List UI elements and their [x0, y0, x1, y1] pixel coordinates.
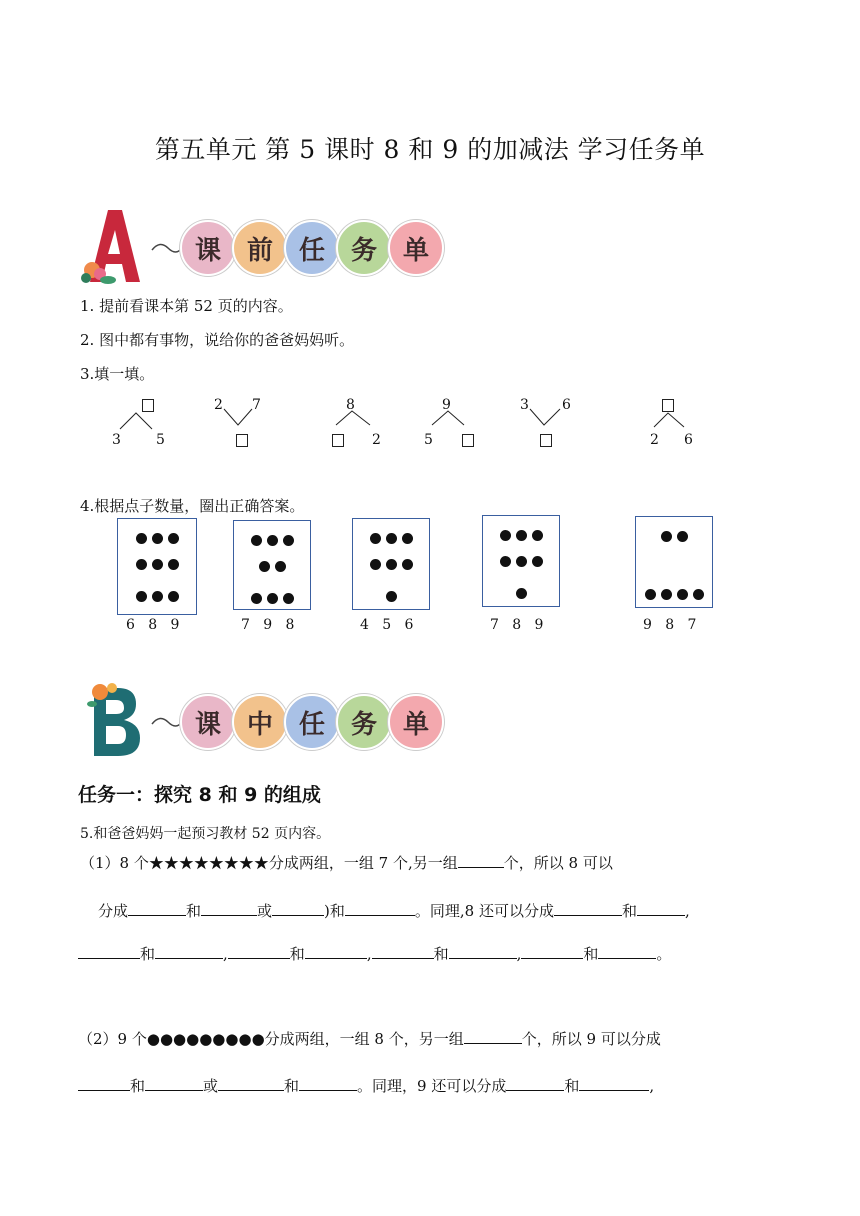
- banner-char: 前: [232, 220, 288, 276]
- dot: [500, 556, 511, 567]
- blank-field[interactable]: [78, 943, 140, 959]
- dot: [168, 591, 179, 602]
- section-a-banner: [78, 208, 444, 288]
- answer-box[interactable]: [540, 434, 552, 447]
- connector-icon: [150, 238, 184, 258]
- blank-field[interactable]: [579, 1075, 649, 1091]
- dot: [267, 593, 278, 604]
- dot: [386, 533, 397, 544]
- answer-options[interactable]: 6 8 9: [126, 617, 180, 633]
- dot-card: [482, 515, 560, 607]
- answer-box[interactable]: [462, 434, 474, 447]
- banner-char: 单: [388, 220, 444, 276]
- dot: [677, 531, 688, 542]
- dot: [251, 593, 262, 604]
- q5-1-line3: 和 , 和 , 和 , 和 。: [78, 943, 671, 964]
- banner-char: 课: [180, 220, 236, 276]
- dot: [402, 559, 413, 570]
- letter-a-logo: [78, 208, 150, 288]
- blank-field[interactable]: [521, 943, 583, 959]
- dot: [532, 530, 543, 541]
- page-title: 第五单元 第 5 课时 8 和 9 的加减法 学习任务单: [154, 135, 706, 164]
- blank-field[interactable]: [506, 1075, 564, 1091]
- blank-field[interactable]: [78, 1075, 130, 1091]
- blank-field[interactable]: [598, 943, 656, 959]
- dot: [516, 556, 527, 567]
- blank-field[interactable]: [372, 943, 434, 959]
- banner-char: 务: [336, 220, 392, 276]
- blank-field[interactable]: [464, 1028, 522, 1044]
- answer-box[interactable]: [236, 434, 248, 447]
- dot: [152, 559, 163, 570]
- section-a-title: [184, 220, 444, 276]
- dot: [152, 533, 163, 544]
- answer-options[interactable]: 7 9 8: [241, 617, 295, 633]
- dot: [516, 530, 527, 541]
- dot-cards: [0, 515, 860, 640]
- banner-char: 务: [336, 694, 392, 750]
- dot: [386, 591, 397, 602]
- dot: [136, 559, 147, 570]
- blank-field[interactable]: [458, 852, 504, 868]
- blank-field[interactable]: [305, 943, 367, 959]
- blank-field[interactable]: [449, 943, 517, 959]
- section-b-title: [184, 694, 444, 750]
- q5-2-line1: （2）9 个●●●●●●●●●分成两组，一组 8 个，另一组 个，所以 9 可以分成: [78, 1030, 661, 1048]
- answer-box[interactable]: [332, 434, 344, 447]
- blank-field[interactable]: [128, 900, 186, 916]
- section-b-banner: [78, 682, 444, 762]
- dot: [645, 589, 656, 600]
- answer-options[interactable]: 7 8 9: [490, 617, 544, 633]
- connector-icon: [150, 712, 184, 732]
- dot: [283, 593, 294, 604]
- answer-options[interactable]: 9 8 7: [643, 617, 697, 633]
- dots-icon: ●●●●●●●●●: [146, 1030, 265, 1048]
- dot: [402, 533, 413, 544]
- dot-card: [117, 518, 197, 615]
- pre-item-1: 1. 提前看课本第 52 页的内容。: [80, 297, 293, 315]
- dot: [168, 559, 179, 570]
- dot: [152, 591, 163, 602]
- dot: [677, 589, 688, 600]
- dot: [370, 559, 381, 570]
- pre-item-3: 3.填一填。: [80, 365, 155, 383]
- dot-card: [233, 520, 311, 610]
- dot-card: [352, 518, 430, 610]
- banner-char: 任: [284, 694, 340, 750]
- q5-2-line2: 和 或 和 。同理，9 还可以分成 和 ,: [78, 1075, 654, 1096]
- task1-heading: 任务一：探究 8 和 9 的组成: [78, 784, 321, 806]
- dot: [251, 535, 262, 546]
- stars-icon: ★★★★★★★★: [148, 854, 269, 872]
- banner-char: 中: [232, 694, 288, 750]
- dot: [500, 530, 511, 541]
- pre-item-2: 2. 图中都有事物，说给你的爸爸妈妈听。: [80, 331, 355, 349]
- q5-1-line2: 分成 和 或 )和 。同理,8 还可以分成 和 ,: [98, 902, 690, 920]
- dot: [370, 533, 381, 544]
- blank-field[interactable]: [637, 900, 685, 916]
- q5-text: 5.和爸爸妈妈一起预习教材 52 页内容。: [80, 826, 331, 842]
- dot: [168, 533, 179, 544]
- blank-field[interactable]: [299, 1075, 357, 1091]
- dot: [661, 531, 672, 542]
- banner-char: 任: [284, 220, 340, 276]
- dot: [267, 535, 278, 546]
- banner-char: 课: [180, 694, 236, 750]
- blank-field[interactable]: [272, 900, 324, 916]
- blank-field[interactable]: [145, 1075, 203, 1091]
- dot: [516, 588, 527, 599]
- blank-field[interactable]: [201, 900, 257, 916]
- dot: [283, 535, 294, 546]
- answer-options[interactable]: 4 5 6: [360, 617, 414, 633]
- blank-field[interactable]: [218, 1075, 284, 1091]
- q5-1-line1: （1）8 个★★★★★★★★分成两组，一组 7 个,另一组 个，所以 8 可以: [80, 854, 613, 872]
- dot: [386, 559, 397, 570]
- blank-field[interactable]: [345, 900, 415, 916]
- dot: [136, 591, 147, 602]
- dot: [275, 561, 286, 572]
- dot: [532, 556, 543, 567]
- blank-field[interactable]: [554, 900, 622, 916]
- letter-b-logo: [78, 682, 150, 762]
- banner-char: 单: [388, 694, 444, 750]
- blank-field[interactable]: [155, 943, 223, 959]
- dot: [661, 589, 672, 600]
- dot: [136, 533, 147, 544]
- dot: [693, 589, 704, 600]
- number-trees: 3 5 2 7 8 2 9 5 3 6 2 6: [112, 397, 693, 448]
- dot-card: [635, 516, 713, 608]
- blank-field[interactable]: [228, 943, 290, 959]
- dots-question: 4.根据点子数量，圈出正确答案。: [80, 497, 305, 515]
- dot: [259, 561, 270, 572]
